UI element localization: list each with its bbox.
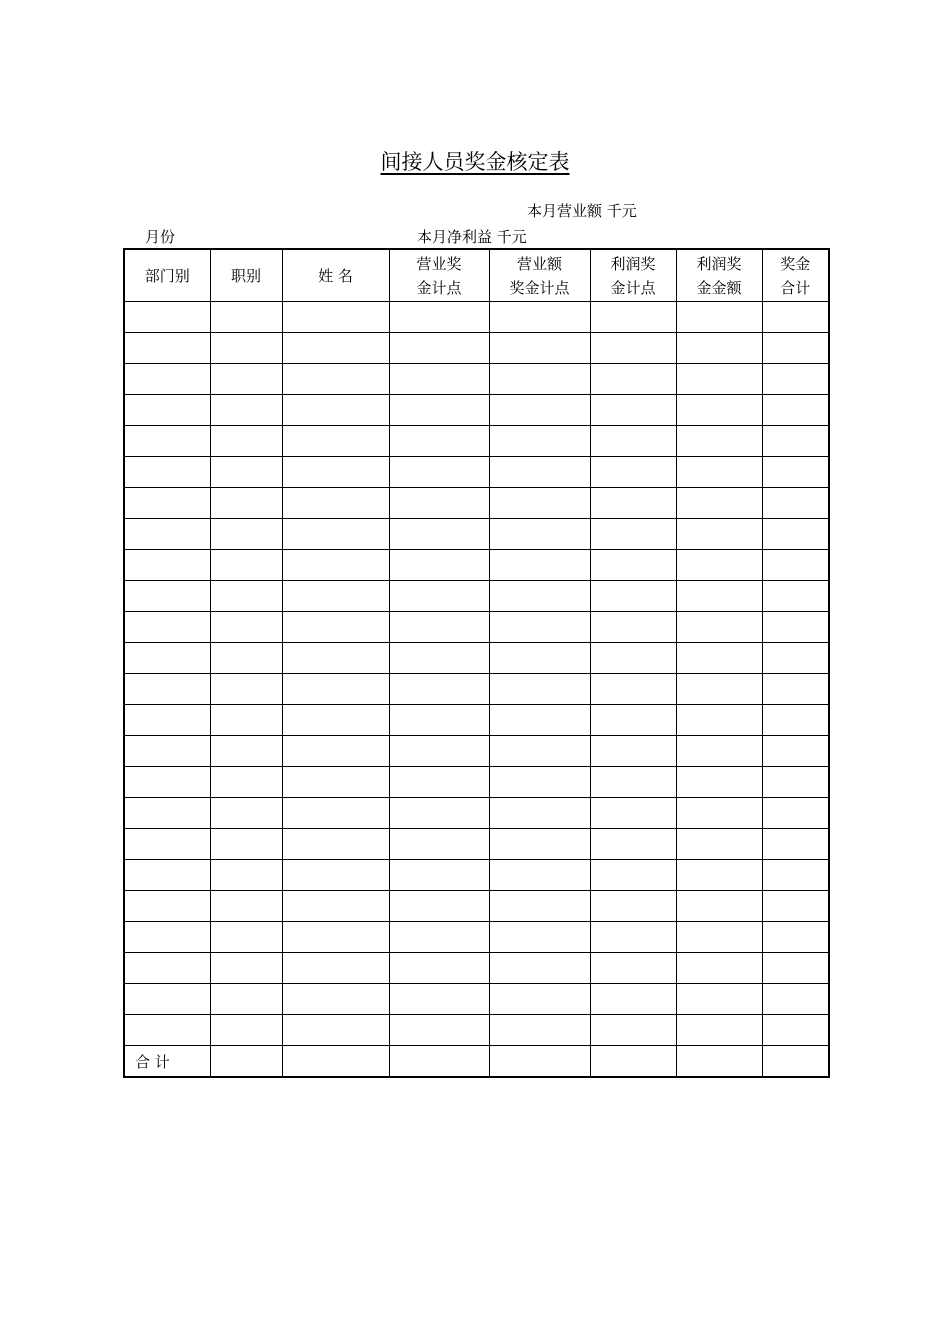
- table-cell[interactable]: [210, 333, 282, 364]
- table-cell[interactable]: [282, 488, 389, 519]
- table-row: [124, 488, 829, 519]
- monthly-profit-label: 本月净利益 千元: [417, 228, 527, 246]
- table-cell[interactable]: [590, 519, 676, 550]
- table-cell[interactable]: [389, 1015, 489, 1046]
- table-cell[interactable]: [489, 829, 590, 860]
- table-cell[interactable]: [762, 767, 829, 798]
- table-cell[interactable]: [282, 829, 389, 860]
- table-cell[interactable]: [676, 581, 762, 612]
- table-cell[interactable]: [590, 922, 676, 953]
- table-cell[interactable]: [676, 705, 762, 736]
- table-cell[interactable]: [489, 984, 590, 1015]
- table-cell[interactable]: [676, 891, 762, 922]
- table-cell[interactable]: [389, 984, 489, 1015]
- table-cell[interactable]: [210, 829, 282, 860]
- table-cell[interactable]: [590, 1015, 676, 1046]
- table-cell[interactable]: [282, 798, 389, 829]
- table-cell[interactable]: [489, 364, 590, 395]
- table-cell[interactable]: [282, 891, 389, 922]
- table-cell[interactable]: [124, 891, 210, 922]
- table-cell[interactable]: [210, 302, 282, 333]
- table-cell[interactable]: [676, 457, 762, 488]
- table-cell[interactable]: [210, 984, 282, 1015]
- table-cell[interactable]: [676, 519, 762, 550]
- table-cell[interactable]: [489, 953, 590, 984]
- table-cell[interactable]: [124, 426, 210, 457]
- table-cell[interactable]: [676, 364, 762, 395]
- table-row: [124, 395, 829, 426]
- table-cell[interactable]: [762, 953, 829, 984]
- table-cell[interactable]: [282, 395, 389, 426]
- table-cell[interactable]: [676, 674, 762, 705]
- table-cell[interactable]: [124, 860, 210, 891]
- table-cell[interactable]: [389, 1046, 489, 1078]
- table-cell[interactable]: [590, 953, 676, 984]
- table-cell[interactable]: [389, 612, 489, 643]
- table-cell[interactable]: [210, 550, 282, 581]
- table-cell[interactable]: [389, 364, 489, 395]
- table-cell[interactable]: [590, 829, 676, 860]
- table-cell[interactable]: [590, 395, 676, 426]
- table-cell[interactable]: [124, 643, 210, 674]
- table-cell[interactable]: [282, 674, 389, 705]
- table-cell[interactable]: [762, 860, 829, 891]
- table-cell[interactable]: [282, 364, 389, 395]
- table-cell[interactable]: [210, 705, 282, 736]
- table-cell[interactable]: [282, 953, 389, 984]
- table-cell[interactable]: [489, 550, 590, 581]
- table-cell[interactable]: [124, 705, 210, 736]
- title-text: 间接人员奖金核定表: [380, 150, 570, 174]
- table-cell[interactable]: [389, 581, 489, 612]
- table-cell[interactable]: [282, 860, 389, 891]
- table-cell[interactable]: [124, 550, 210, 581]
- table-cell[interactable]: [124, 736, 210, 767]
- table-cell[interactable]: [282, 767, 389, 798]
- table-cell[interactable]: [489, 612, 590, 643]
- table-cell[interactable]: [389, 860, 489, 891]
- table-cell[interactable]: [762, 922, 829, 953]
- table-cell[interactable]: [124, 612, 210, 643]
- table-cell[interactable]: [210, 457, 282, 488]
- header-profit-bonus-points: 利润奖 金计点: [590, 249, 676, 302]
- table-cell[interactable]: [210, 612, 282, 643]
- table-cell[interactable]: [489, 736, 590, 767]
- table-cell[interactable]: [389, 736, 489, 767]
- table-cell[interactable]: [210, 581, 282, 612]
- table-cell[interactable]: [282, 612, 389, 643]
- table-cell[interactable]: [590, 612, 676, 643]
- table-cell[interactable]: [124, 798, 210, 829]
- table-cell[interactable]: [762, 457, 829, 488]
- table-cell[interactable]: [590, 488, 676, 519]
- table-cell[interactable]: [210, 426, 282, 457]
- table-cell[interactable]: [590, 333, 676, 364]
- table-cell[interactable]: [389, 550, 489, 581]
- table-cell[interactable]: [762, 426, 829, 457]
- table-cell[interactable]: [124, 302, 210, 333]
- table-cell[interactable]: [762, 302, 829, 333]
- table-cell[interactable]: [489, 488, 590, 519]
- table-cell[interactable]: [676, 550, 762, 581]
- table-row: [124, 829, 829, 860]
- header-sales-bonus-points: 营业奖 金计点: [389, 249, 489, 302]
- table-cell[interactable]: [389, 519, 489, 550]
- table-row: [124, 767, 829, 798]
- table-cell[interactable]: [676, 953, 762, 984]
- table-row: [124, 798, 829, 829]
- table-cell[interactable]: [762, 488, 829, 519]
- table-cell[interactable]: [389, 302, 489, 333]
- table-cell[interactable]: [282, 519, 389, 550]
- table-cell[interactable]: [389, 395, 489, 426]
- table-cell[interactable]: [124, 767, 210, 798]
- table-cell[interactable]: [489, 395, 590, 426]
- table-cell[interactable]: [210, 674, 282, 705]
- table-row: [124, 550, 829, 581]
- table-cell[interactable]: [282, 1046, 389, 1078]
- table-cell[interactable]: [762, 829, 829, 860]
- table-row: [124, 364, 829, 395]
- table-cell[interactable]: [489, 457, 590, 488]
- table-cell[interactable]: [590, 457, 676, 488]
- table-cell[interactable]: [489, 1046, 590, 1078]
- table-cell[interactable]: [590, 891, 676, 922]
- table-cell[interactable]: [489, 767, 590, 798]
- table-cell[interactable]: [676, 1015, 762, 1046]
- table-cell[interactable]: [389, 426, 489, 457]
- table-cell[interactable]: [389, 767, 489, 798]
- table-cell[interactable]: [762, 643, 829, 674]
- table-cell[interactable]: [210, 364, 282, 395]
- table-cell[interactable]: [762, 550, 829, 581]
- table-cell[interactable]: [124, 922, 210, 953]
- table-cell[interactable]: [762, 364, 829, 395]
- table-cell[interactable]: [676, 767, 762, 798]
- table-cell[interactable]: [389, 457, 489, 488]
- table-row: [124, 922, 829, 953]
- table-cell[interactable]: [676, 426, 762, 457]
- table-cell[interactable]: [676, 302, 762, 333]
- table-cell[interactable]: [389, 705, 489, 736]
- table-cell[interactable]: [762, 736, 829, 767]
- table-cell[interactable]: [282, 736, 389, 767]
- table-cell[interactable]: [124, 1015, 210, 1046]
- total-label: 合 计: [124, 1046, 210, 1078]
- header-department: 部门别: [124, 249, 210, 302]
- table-cell[interactable]: [676, 922, 762, 953]
- table-cell[interactable]: [676, 643, 762, 674]
- table-cell[interactable]: [590, 860, 676, 891]
- table-cell[interactable]: [210, 395, 282, 426]
- table-cell[interactable]: [389, 891, 489, 922]
- table-cell[interactable]: [124, 953, 210, 984]
- table-cell[interactable]: [210, 643, 282, 674]
- table-row: [124, 736, 829, 767]
- table-cell[interactable]: [489, 302, 590, 333]
- table-row: [124, 674, 829, 705]
- table-cell[interactable]: [124, 457, 210, 488]
- table-row: [124, 643, 829, 674]
- table-cell[interactable]: [282, 1015, 389, 1046]
- bonus-table: [123, 248, 830, 1078]
- table-cell[interactable]: [676, 798, 762, 829]
- table-cell[interactable]: [124, 364, 210, 395]
- table-row: [124, 333, 829, 364]
- table-cell[interactable]: [590, 426, 676, 457]
- table-cell[interactable]: [590, 302, 676, 333]
- table-cell[interactable]: [676, 488, 762, 519]
- table-cell[interactable]: [676, 612, 762, 643]
- table-row: [124, 457, 829, 488]
- table-cell[interactable]: [489, 860, 590, 891]
- table-cell[interactable]: [590, 1046, 676, 1078]
- table-cell[interactable]: [124, 829, 210, 860]
- table-cell[interactable]: [282, 705, 389, 736]
- table-cell[interactable]: [762, 705, 829, 736]
- table-cell[interactable]: [762, 891, 829, 922]
- table-cell[interactable]: [676, 1046, 762, 1078]
- table-cell[interactable]: [762, 1015, 829, 1046]
- table-cell[interactable]: [210, 922, 282, 953]
- table-cell[interactable]: [210, 953, 282, 984]
- page-title: [0, 148, 950, 176]
- table-cell[interactable]: [124, 488, 210, 519]
- table-cell[interactable]: [210, 798, 282, 829]
- table-row: [124, 891, 829, 922]
- table-cell[interactable]: [676, 333, 762, 364]
- table-cell[interactable]: [762, 581, 829, 612]
- table-cell[interactable]: [676, 984, 762, 1015]
- table-cell[interactable]: [590, 643, 676, 674]
- table-cell[interactable]: [762, 395, 829, 426]
- table-cell[interactable]: [282, 302, 389, 333]
- table-cell[interactable]: [590, 581, 676, 612]
- table-cell[interactable]: [124, 984, 210, 1015]
- table-row: [124, 705, 829, 736]
- table-cell[interactable]: [282, 984, 389, 1015]
- table-cell[interactable]: [762, 1046, 829, 1078]
- table-cell[interactable]: [282, 581, 389, 612]
- table-cell[interactable]: [762, 612, 829, 643]
- table-cell[interactable]: [282, 550, 389, 581]
- table-cell[interactable]: [389, 643, 489, 674]
- table-cell[interactable]: [590, 550, 676, 581]
- table-cell[interactable]: [282, 643, 389, 674]
- table-row: [124, 612, 829, 643]
- table-cell[interactable]: [590, 705, 676, 736]
- table-cell[interactable]: [489, 643, 590, 674]
- table-cell[interactable]: [282, 333, 389, 364]
- table-cell[interactable]: [489, 333, 590, 364]
- total-row: [124, 1046, 829, 1078]
- table-cell[interactable]: [489, 674, 590, 705]
- table-cell[interactable]: [389, 798, 489, 829]
- table-cell[interactable]: [676, 736, 762, 767]
- table-cell[interactable]: [489, 519, 590, 550]
- table-cell[interactable]: [590, 798, 676, 829]
- table-cell[interactable]: [489, 1015, 590, 1046]
- table-cell[interactable]: [489, 891, 590, 922]
- monthly-revenue-label: 本月营业额 千元: [527, 202, 637, 220]
- table-cell[interactable]: [389, 922, 489, 953]
- table-row: [124, 860, 829, 891]
- table-cell[interactable]: [676, 860, 762, 891]
- table-cell[interactable]: [124, 519, 210, 550]
- table-cell[interactable]: [210, 736, 282, 767]
- table-cell[interactable]: [389, 829, 489, 860]
- table-cell[interactable]: [282, 426, 389, 457]
- table-cell[interactable]: [124, 581, 210, 612]
- table-cell[interactable]: [210, 767, 282, 798]
- header-revenue-bonus-points: 营业额 奖金计点: [489, 249, 590, 302]
- table-cell[interactable]: [282, 922, 389, 953]
- table-cell[interactable]: [210, 519, 282, 550]
- table-cell[interactable]: [762, 674, 829, 705]
- table-cell[interactable]: [489, 426, 590, 457]
- table-cell[interactable]: [210, 1046, 282, 1078]
- table-cell[interactable]: [210, 860, 282, 891]
- table-cell[interactable]: [210, 488, 282, 519]
- table-row: [124, 519, 829, 550]
- month-label: 月份: [145, 228, 176, 246]
- table-cell[interactable]: [124, 395, 210, 426]
- table-body: [124, 302, 829, 1046]
- table-cell[interactable]: [590, 767, 676, 798]
- table-cell[interactable]: [489, 798, 590, 829]
- table-cell[interactable]: [282, 457, 389, 488]
- table-header-row: [124, 249, 829, 302]
- table-cell[interactable]: [762, 333, 829, 364]
- table-cell[interactable]: [389, 953, 489, 984]
- header-profit-bonus-amount: 利润奖 金金额: [676, 249, 762, 302]
- table-cell[interactable]: [762, 798, 829, 829]
- table-row: [124, 1015, 829, 1046]
- table-cell[interactable]: [389, 333, 489, 364]
- table-cell[interactable]: [762, 519, 829, 550]
- table-cell[interactable]: [389, 674, 489, 705]
- table-cell[interactable]: [590, 736, 676, 767]
- table-cell[interactable]: [210, 891, 282, 922]
- header-position: 职别: [210, 249, 282, 302]
- table-cell[interactable]: [590, 674, 676, 705]
- table-row: [124, 953, 829, 984]
- table-row: [124, 302, 829, 333]
- table-cell[interactable]: [676, 829, 762, 860]
- table-row: [124, 581, 829, 612]
- table-cell[interactable]: [124, 333, 210, 364]
- table-cell[interactable]: [590, 984, 676, 1015]
- table-cell[interactable]: [489, 922, 590, 953]
- header-bonus-total: 奖金 合计: [762, 249, 829, 302]
- table-cell[interactable]: [389, 488, 489, 519]
- table-cell[interactable]: [210, 1015, 282, 1046]
- table-cell[interactable]: [676, 395, 762, 426]
- table-cell[interactable]: [489, 581, 590, 612]
- table-cell[interactable]: [124, 674, 210, 705]
- table-row: [124, 984, 829, 1015]
- table-row: [124, 426, 829, 457]
- table-cell[interactable]: [762, 984, 829, 1015]
- table-cell[interactable]: [489, 705, 590, 736]
- header-name: 姓 名: [282, 249, 389, 302]
- table-cell[interactable]: [590, 364, 676, 395]
